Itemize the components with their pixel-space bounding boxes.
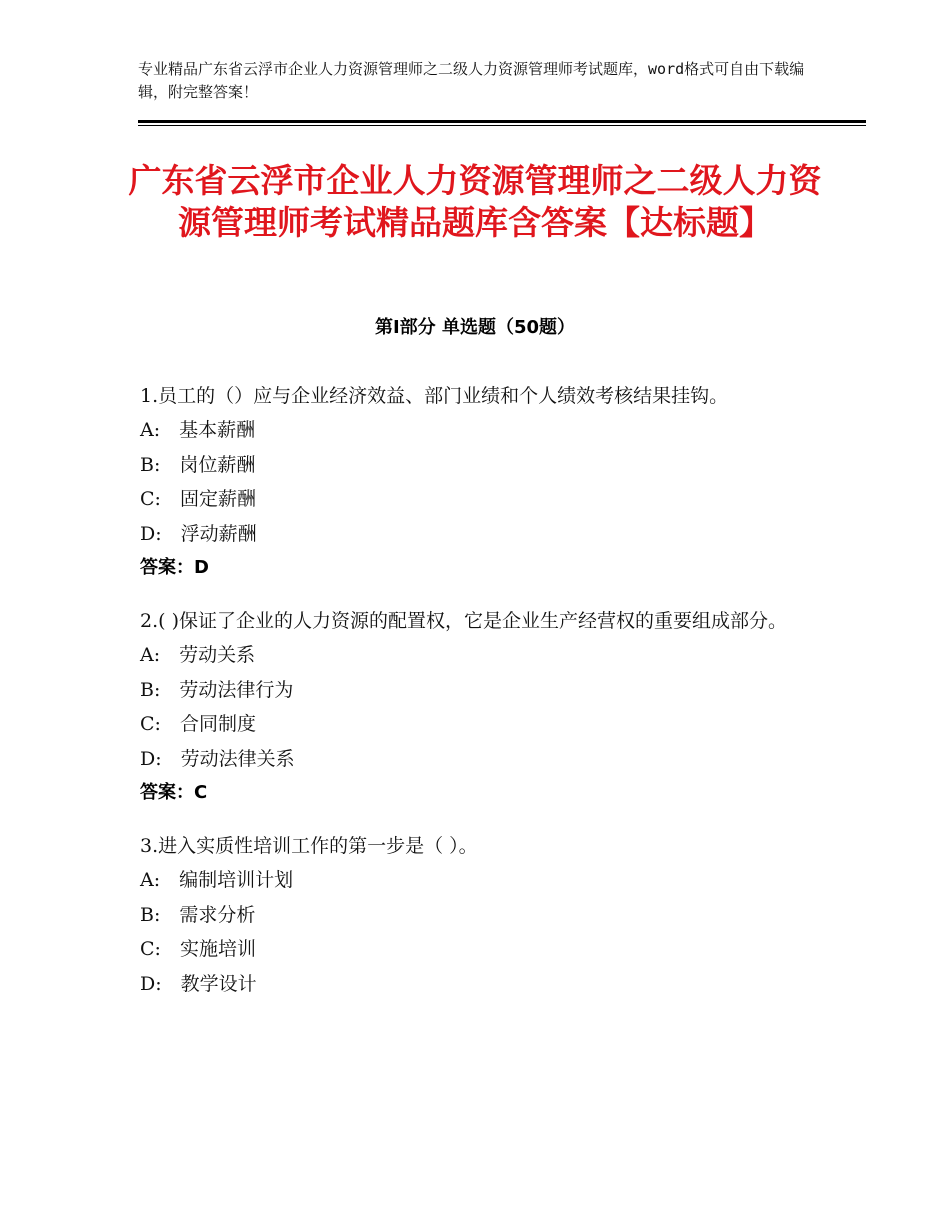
- option-b: B: 劳动法律行为: [140, 678, 294, 701]
- question-stem: 3.进入实质性培训工作的第一步是（ ）。: [140, 835, 478, 857]
- option-c: C: 合同制度: [140, 713, 256, 735]
- option-b: B: 需求分析: [140, 903, 256, 926]
- question-stem: 2.( )保证了企业的人力资源的配置权，它是企业生产经营权的重要组成部分。: [140, 610, 787, 632]
- document-title: 广东省云浮市企业人力资源管理师之二级人力资源管理师考试精品题库含答案【达标题】: [128, 161, 822, 242]
- question-stem: 1.员工的（）应与企业经济效益、部门业绩和个人绩效考核结果挂钩。: [140, 385, 729, 407]
- option-c: C: 固定薪酬: [140, 488, 256, 510]
- option-b: B: 岗位薪酬: [140, 453, 256, 476]
- answer-label: 答案：D: [140, 557, 209, 578]
- page-header-note: 专业精品广东省云浮市企业人力资源管理师之二级人力资源管理师考试题库，word格式可自由下载编辑，附完整答案！: [138, 60, 805, 101]
- header-divider-thin: [138, 125, 866, 126]
- answer-label: 答案：C: [140, 782, 208, 803]
- option-d: D: 浮动薪酬: [140, 522, 257, 545]
- section-heading: 第Ⅰ部分 单选题（50题）: [374, 317, 575, 338]
- option-a: A: 基本薪酬: [140, 419, 256, 441]
- option-a: A: 编制培训计划: [140, 869, 294, 891]
- option-a: A: 劳动关系: [140, 644, 256, 666]
- question-2: [140, 605, 820, 810]
- question-3: [140, 830, 820, 1001]
- option-c: C: 实施培训: [140, 938, 256, 960]
- option-d: D: 教学设计: [140, 972, 257, 995]
- question-1: [140, 380, 820, 585]
- option-d: D: 劳动法律关系: [140, 747, 295, 770]
- header-divider-thick: [138, 120, 866, 123]
- question-list: [140, 380, 820, 1021]
